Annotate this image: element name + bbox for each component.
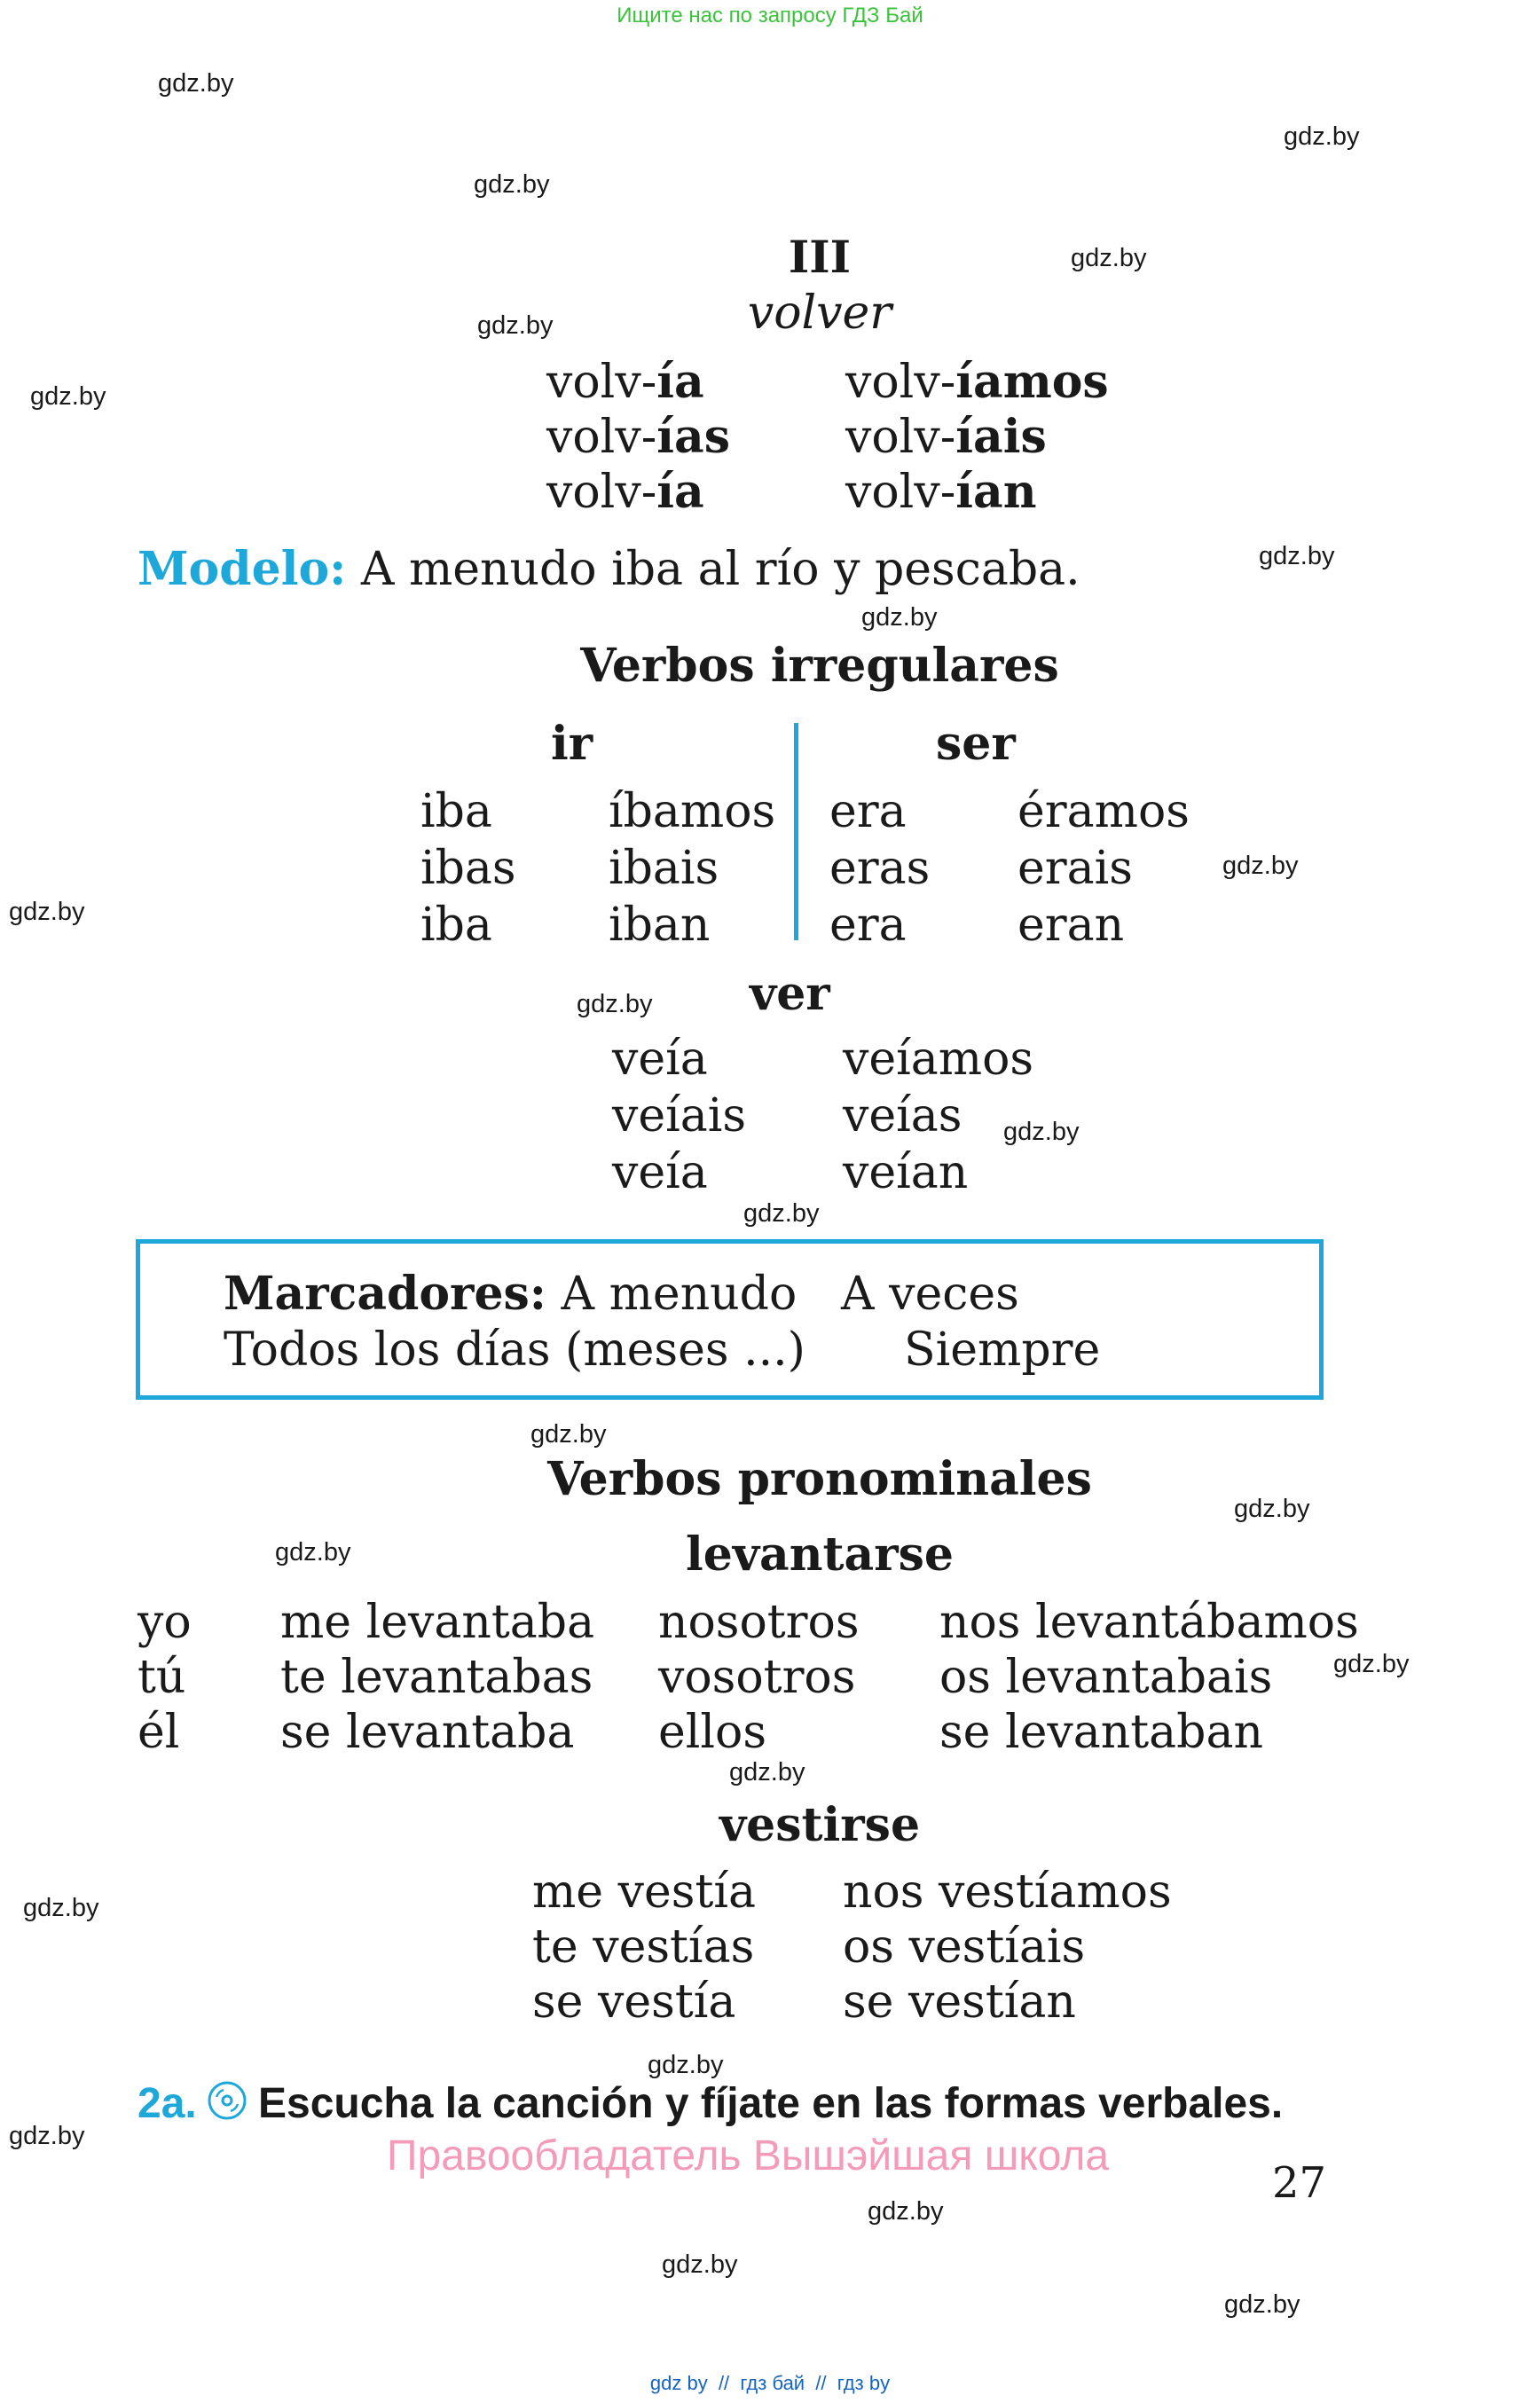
levantarse-form: me levantaba: [280, 1596, 595, 1649]
modelo-text: A menudo iba al río y pescaba.: [360, 543, 1080, 596]
watermark: gdz.by: [530, 1420, 607, 1449]
pronoun: ellos: [658, 1706, 767, 1759]
vestirse-form: os vestíais: [843, 1920, 1086, 1974]
volver-form: volv-ías: [546, 410, 730, 464]
vestirse-form: nos vestíamos: [843, 1865, 1172, 1919]
watermark: gdz.by: [275, 1538, 351, 1567]
marcador-item: A veces: [841, 1268, 1019, 1321]
vestirse-form: te vestías: [532, 1920, 755, 1974]
marcadores-line-1: [224, 1267, 797, 1322]
watermark: gdz.by: [861, 603, 938, 632]
ver-form: veíamos: [843, 1033, 1034, 1086]
exercise-number: 2a.: [138, 2080, 197, 2127]
pronoun: nosotros: [658, 1596, 860, 1649]
page-number: 27: [1272, 2158, 1327, 2208]
watermark: gdz.by: [23, 1894, 99, 1922]
footer-links: gdz by // гдз бай // гдз by: [649, 2372, 891, 2394]
ir-form: íbamos: [609, 785, 776, 838]
verb-title-vestirse: vestirse: [719, 1798, 921, 1852]
watermark: gdz.by: [1234, 1495, 1310, 1523]
marcador-item: A menudo: [561, 1268, 798, 1321]
watermark: gdz.by: [1003, 1118, 1080, 1146]
levantarse-form: se levantaba: [280, 1706, 575, 1759]
pronoun: vosotros: [658, 1651, 856, 1704]
cd-icon: [208, 2081, 247, 2120]
watermark: gdz.by: [158, 69, 234, 98]
watermark: gdz.by: [474, 170, 550, 199]
exercise-text: Escucha la canción y fíjate en las formas verbales.: [258, 2080, 1284, 2127]
watermark: gdz.by: [1224, 2290, 1300, 2319]
ser-form: erais: [1018, 842, 1133, 895]
volver-form: volv-ía: [546, 355, 704, 409]
watermark: gdz.by: [1333, 1650, 1410, 1678]
verb-title-levantarse: levantarse: [685, 1527, 955, 1582]
top-note: Ищите нас по запросу ГДЗ Бай: [617, 4, 923, 27]
pronominales-title: Verbos pronominales: [547, 1452, 1092, 1506]
ser-form: éramos: [1018, 785, 1190, 838]
ser-form: era: [829, 899, 907, 952]
ir-form: iba: [420, 785, 492, 838]
verb-title-ir: ir: [551, 717, 593, 771]
pronoun: tú: [138, 1651, 186, 1704]
verb-title-volver: volver: [747, 287, 892, 340]
levantarse-form: te levantabas: [280, 1651, 593, 1704]
ir-form: iba: [420, 899, 492, 952]
watermark: gdz.by: [9, 898, 85, 926]
ir-form: ibais: [609, 842, 719, 895]
verb-title-ver: ver: [750, 967, 830, 1021]
ver-form: veía: [612, 1146, 708, 1199]
ver-form: veía: [612, 1033, 708, 1086]
watermark: gdz.by: [743, 1199, 820, 1228]
levantarse-form: nos levantábamos: [939, 1596, 1359, 1649]
watermark: gdz.by: [1071, 244, 1147, 272]
watermark: gdz.by: [662, 2250, 738, 2279]
watermark: gdz.by: [1259, 542, 1335, 570]
watermark: gdz.by: [9, 2122, 85, 2150]
vestirse-form: se vestía: [532, 1975, 736, 2029]
section-numeral: III: [788, 231, 852, 283]
marcador-item: Siempre: [904, 1323, 1101, 1377]
ver-form: veías: [843, 1089, 962, 1143]
levantarse-form: os levantabais: [939, 1651, 1273, 1704]
column-divider: [794, 723, 798, 940]
watermark: gdz.by: [577, 990, 653, 1018]
pronoun: él: [138, 1706, 180, 1759]
ir-form: iban: [609, 899, 711, 952]
levantarse-form: se levantaban: [939, 1706, 1263, 1759]
ir-form: ibas: [420, 842, 516, 895]
volver-form: volv-íais: [845, 410, 1047, 464]
ver-form: veían: [843, 1146, 969, 1199]
volver-form: volv-ían: [845, 465, 1037, 519]
watermark: gdz.by: [30, 382, 106, 411]
ver-form: veíais: [612, 1089, 747, 1143]
marcador-item: Todos los días (meses ...): [224, 1323, 805, 1377]
watermark: gdz.by: [1222, 852, 1299, 880]
copyright-notice: Правообладатель Вышэйшая школа: [387, 2132, 1110, 2179]
ser-form: eras: [829, 842, 931, 895]
vestirse-form: se vestían: [843, 1975, 1076, 2029]
marcadores-label: Marcadores:: [224, 1267, 546, 1321]
pronoun: yo: [138, 1596, 192, 1649]
verb-title-ser: ser: [936, 717, 1016, 771]
volver-form: volv-íamos: [845, 355, 1109, 409]
vestirse-form: me vestía: [532, 1865, 756, 1919]
irregulares-title: Verbos irregulares: [580, 639, 1059, 693]
watermark: gdz.by: [868, 2197, 944, 2226]
volver-form: volv-ía: [546, 465, 704, 519]
watermark: gdz.by: [729, 1758, 805, 1787]
modelo-label: Modelo:: [138, 542, 347, 596]
ser-form: eran: [1018, 899, 1125, 952]
watermark: gdz.by: [1284, 122, 1360, 151]
watermark: gdz.by: [648, 2051, 724, 2079]
modelo-line: [138, 542, 1080, 597]
ser-form: era: [829, 785, 907, 838]
watermark: gdz.by: [477, 311, 554, 340]
